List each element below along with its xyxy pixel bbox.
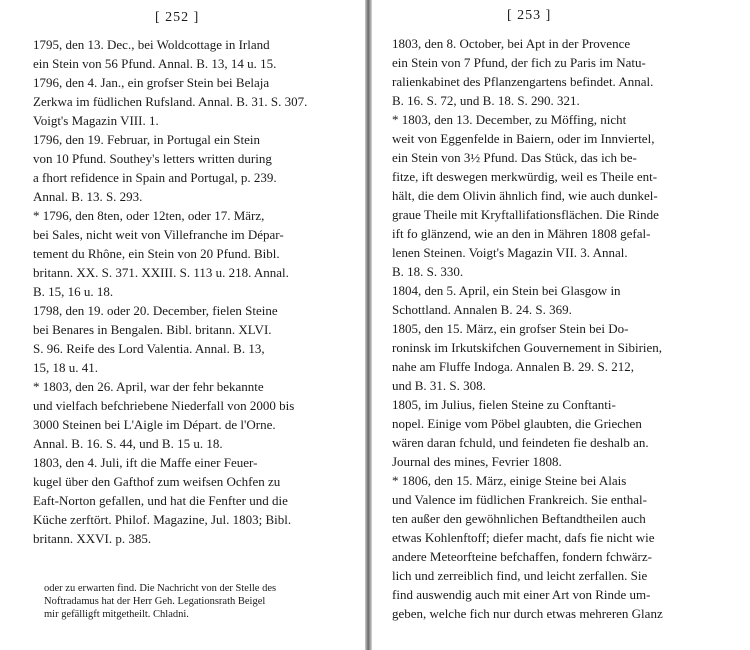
text-line: ein Stein von 7 Pfund, der fich zu Paris im Natu- <box>392 55 646 70</box>
text-line: geben, welche fich nur durch etwas mehreren Glanz <box>392 606 663 621</box>
text-line: S. 96. Reife des Lord Valentia. Annal. B. 13, <box>33 341 265 356</box>
text-line: britann. XX. S. 371. XXIII. S. 113 u. 218. Annal. <box>33 265 289 280</box>
text-line: 1795, den 13. Dec., bei Woldcottage in Irland <box>33 37 270 52</box>
text-line: 1798, den 19. oder 20. December, fielen Steine <box>33 303 278 318</box>
text-line: roninsk im Irkutskifchen Gouvernement in Sibirien, <box>392 340 663 355</box>
text-line: lenen Steinen. Voigt's Magazin VII. 3. Annal. <box>392 245 628 260</box>
footnote-line: oder zu erwarten find. Die Nachricht von der Stelle des <box>44 583 277 594</box>
text-line: 1804, den 5. April, ein Stein bei Glasgow in <box>392 283 621 298</box>
text-line: andere Meteorfteine befchaffen, fondern fchwärz- <box>392 549 652 564</box>
text-line: tement du Rhône, ein Stein von 20 Pfund. Bibl. <box>33 246 280 261</box>
text-line: und Valence im füdlichen Frankreich. Sie enthal- <box>392 492 647 507</box>
left-page-number: [ 252 ] <box>155 10 200 25</box>
text-line: etwas Kohlenftoff; diefer macht, dafs fie nicht wie <box>392 530 655 545</box>
right-page <box>372 0 750 650</box>
text-line: 1796, den 19. Februar, in Portugal ein Stein <box>33 132 260 147</box>
text-line: Voigt's Magazin VIII. 1. <box>33 113 159 128</box>
left-page-text <box>33 35 358 548</box>
text-line: 1803, den 4. Juli, ift die Maffe einer Feuer- <box>33 455 258 470</box>
text-line: Küche zerftört. Philof. Magazine, Jul. 1803; Bibl. <box>33 512 292 527</box>
text-line: bei Benares in Bengalen. Bibl. britann. XLVI. <box>33 322 272 337</box>
text-line: * 1803, den 26. April, war der fehr bekannte <box>33 379 264 394</box>
text-line: B. 15, 16 u. 18. <box>33 284 114 299</box>
text-line: B. 16. S. 72, und B. 18. S. 290. 321. <box>392 93 580 108</box>
text-line: 1805, im Julius, fielen Steine zu Conftanti- <box>392 397 616 412</box>
book-gutter <box>365 0 372 650</box>
text-line: a fhort refidence in Spain and Portugal, p. 239. <box>33 170 277 185</box>
left-page <box>0 0 365 650</box>
text-line: * 1806, den 15. März, einige Steine bei Alais <box>392 473 627 488</box>
text-line: fitze, ift deswegen merkwürdig, weil es Theile ent- <box>392 169 658 184</box>
footnote-line: mir gefälligft mitgetheilt. Chladni. <box>44 609 189 620</box>
text-line: find auswendig auch mit einer Art von Rinde um- <box>392 587 651 602</box>
text-line: nahe am Fluffe Indoga. Annalen B. 29. S. 212, <box>392 359 635 374</box>
text-line: ralienkabinet des Pflanzengartens befindet. Annal. <box>392 74 654 89</box>
text-line: * 1803, den 13. December, zu Möffing, nicht <box>392 112 627 127</box>
left-page-footnote <box>44 582 276 621</box>
text-line: bei Sales, nicht weit von Villefranche im Dépar- <box>33 227 284 242</box>
text-line: ein Stein von 56 Pfund. Annal. B. 13, 14 u. 15. <box>33 56 277 71</box>
text-line: und B. 31. S. 308. <box>392 378 486 393</box>
text-line: 15, 18 u. 41. <box>33 360 98 375</box>
text-line: kugel über den Gafthof zum weifsen Ochfen zu <box>33 474 281 489</box>
text-line: Annal. B. 16. S. 44, und B. 15 u. 18. <box>33 436 223 451</box>
text-line: lich und zerreiblich find, und leicht zerfallen. Sie <box>392 568 648 583</box>
text-line: britann. XXVI. p. 385. <box>33 531 152 546</box>
text-line: ten außer den gewöhnlichen Beftandtheilen auch <box>392 511 646 526</box>
text-line: Journal des mines, Fevrier 1808. <box>392 454 562 469</box>
text-line: 1805, den 15. März, ein grofser Stein bei Do- <box>392 321 629 336</box>
text-line: von 10 Pfund. Southey's letters written during <box>33 151 272 166</box>
text-line: wären daran fchuld, und feindeten fie deshalb an. <box>392 435 649 450</box>
text-line: 1803, den 8. October, bei Apt in der Provence <box>392 36 631 51</box>
footnote-line: Noftradamus hat der Herr Geh. Legationsrath Beigel <box>44 596 266 607</box>
text-line: Zerkwa im füdlichen Rufsland. Annal. B. 31. S. 307. <box>33 94 308 109</box>
text-line: ift fo glänzend, wie an den in Mähren 1808 gefal- <box>392 226 651 241</box>
text-line: graue Theile mit Kryftallifationsflächen. Die Rinde <box>392 207 659 222</box>
text-line: 3000 Steinen bei L'Aigle im Départ. de l'Orne. <box>33 417 276 432</box>
text-line: Annal. B. 13. S. 293. <box>33 189 143 204</box>
text-line: hält, die dem Olivin ähnlich find, wie auch dunkel- <box>392 188 658 203</box>
text-line: * 1796, den 8ten, oder 12ten, oder 17. März, <box>33 208 265 223</box>
text-line: Schottland. Annalen B. 24. S. 369. <box>392 302 572 317</box>
text-line: ein Stein von 3½ Pfund. Das Stück, das ich be- <box>392 150 637 165</box>
text-line: nopel. Einige vom Pöbel glaubten, die Griechen <box>392 416 642 431</box>
text-line: Eaft-Norton gefallen, und hat die Fenfter und die <box>33 493 288 508</box>
text-line: und vielfach befchriebene Niederfall von 2000 bis <box>33 398 295 413</box>
text-line: weit von Eggenfelde in Baiern, oder im Innviertel, <box>392 131 655 146</box>
right-page-text <box>392 34 737 623</box>
text-line: 1796, den 4. Jan., ein grofser Stein bei Belaja <box>33 75 270 90</box>
text-line: B. 18. S. 330. <box>392 264 464 279</box>
right-page-number: [ 253 ] <box>507 8 552 23</box>
